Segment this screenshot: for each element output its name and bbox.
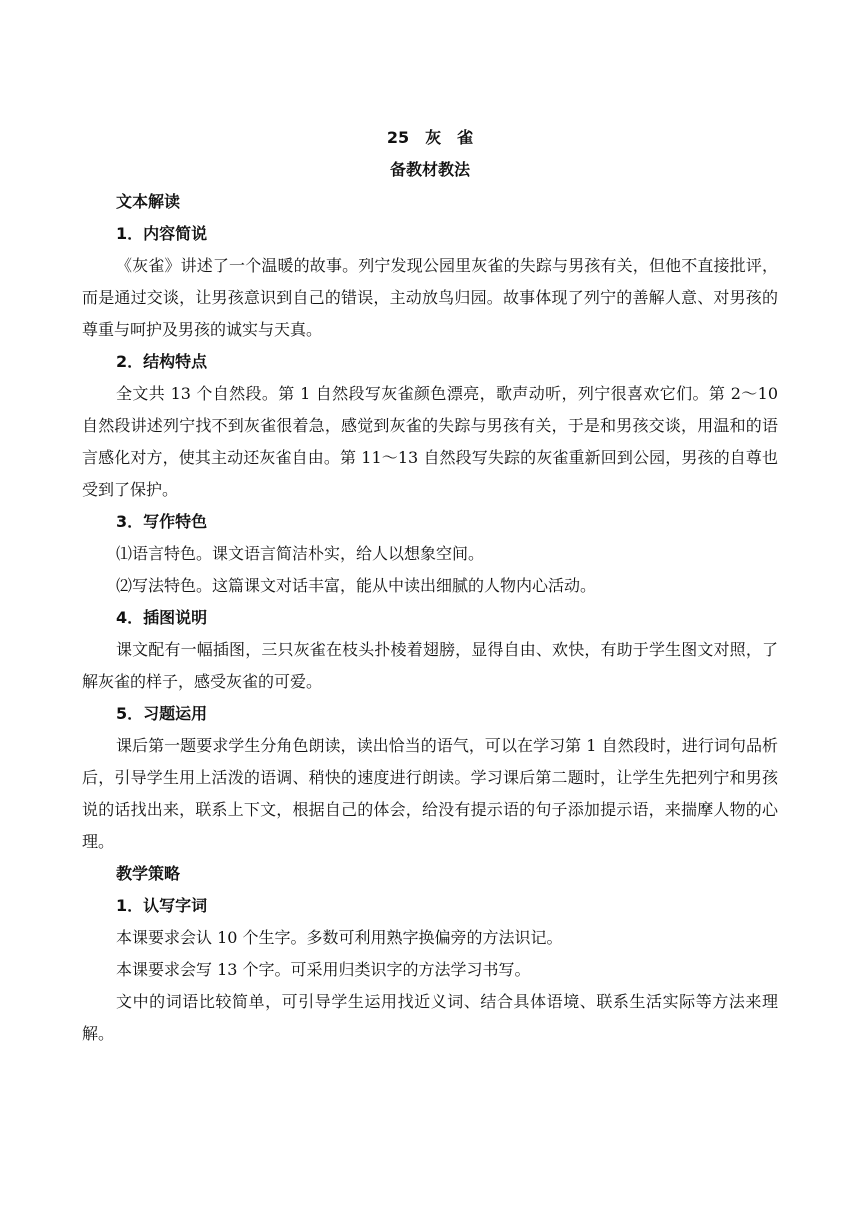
paragraph: 本课要求会认 10 个生字。多数可利用熟字换偏旁的方法识记。 (116, 928, 563, 947)
paragraph: 课后第一题要求学生分角色朗读，读出恰当的语气，可以在学习第 1 自然段时，进行词句品析后，引导学生用上活泼的语调、稍快的速度进行朗读。学习课后第二题时，让学生先把列宁和男孩说的话找出来，联系上下文，根据自己的体会，给没有提示语的句子添加提示语，来揣摩人物的心理。 (82, 736, 778, 851)
subsection-heading: 5．习题运用 (116, 704, 208, 723)
paragraph: 文中的词语比较简单，可引导学生运用找近义词、结合具体语境、联系生活实际等方法来理解。 (82, 992, 778, 1043)
subsection-heading: 2．结构特点 (116, 352, 208, 371)
document-subtitle: 备教材教法 (389, 160, 470, 179)
subsection-heading: 3．写作特色 (116, 512, 208, 531)
subsection-heading: 4．插图说明 (116, 608, 208, 627)
paragraph: 本课要求会写 13 个字。可采用归类识字的方法学习书写。 (116, 960, 531, 979)
document-page (82, 122, 778, 1050)
paragraph: 课文配有一幅插图，三只灰雀在枝头扑棱着翅膀，显得自由、欢快，有助于学生图文对照，了解灰雀的样子，感受灰雀的可爱。 (82, 640, 778, 691)
section-heading: 教学策略 (116, 864, 181, 883)
subsection-heading: 1．认写字词 (116, 896, 208, 915)
paragraph: ⑵写法特色。这篇课文对话丰富，能从中读出细腻的人物内心活动。 (116, 576, 597, 595)
subsection-heading: 1．内容简说 (116, 224, 208, 243)
paragraph: 《灰雀》讲述了一个温暖的故事。列宁发现公园里灰雀的失踪与男孩有关，但他不直接批评，而是通过交谈，让男孩意识到自己的错误，主动放鸟归园。故事体现了列宁的善解人意、对男孩的尊重与呵护及男孩的诚实与天真。 (82, 256, 778, 339)
document-title: 25 灰 雀 (386, 128, 474, 147)
paragraph: 全文共 13 个自然段。第 1 自然段写灰雀颜色漂亮，歌声动听，列宁很喜欢它们。第 2～10 自然段讲述列宁找不到灰雀很着急，感觉到灰雀的失踪与男孩有关，于是和男孩交谈，用温和的语言感化对方，使其主动还灰雀自由。第 11～13 自然段写失踪的灰雀重新回到公园，男孩的自尊也受到了保护。 (82, 384, 778, 499)
section-heading: 文本解读 (116, 192, 181, 211)
paragraph: ⑴语言特色。课文语言简洁朴实，给人以想象空间。 (116, 544, 485, 563)
